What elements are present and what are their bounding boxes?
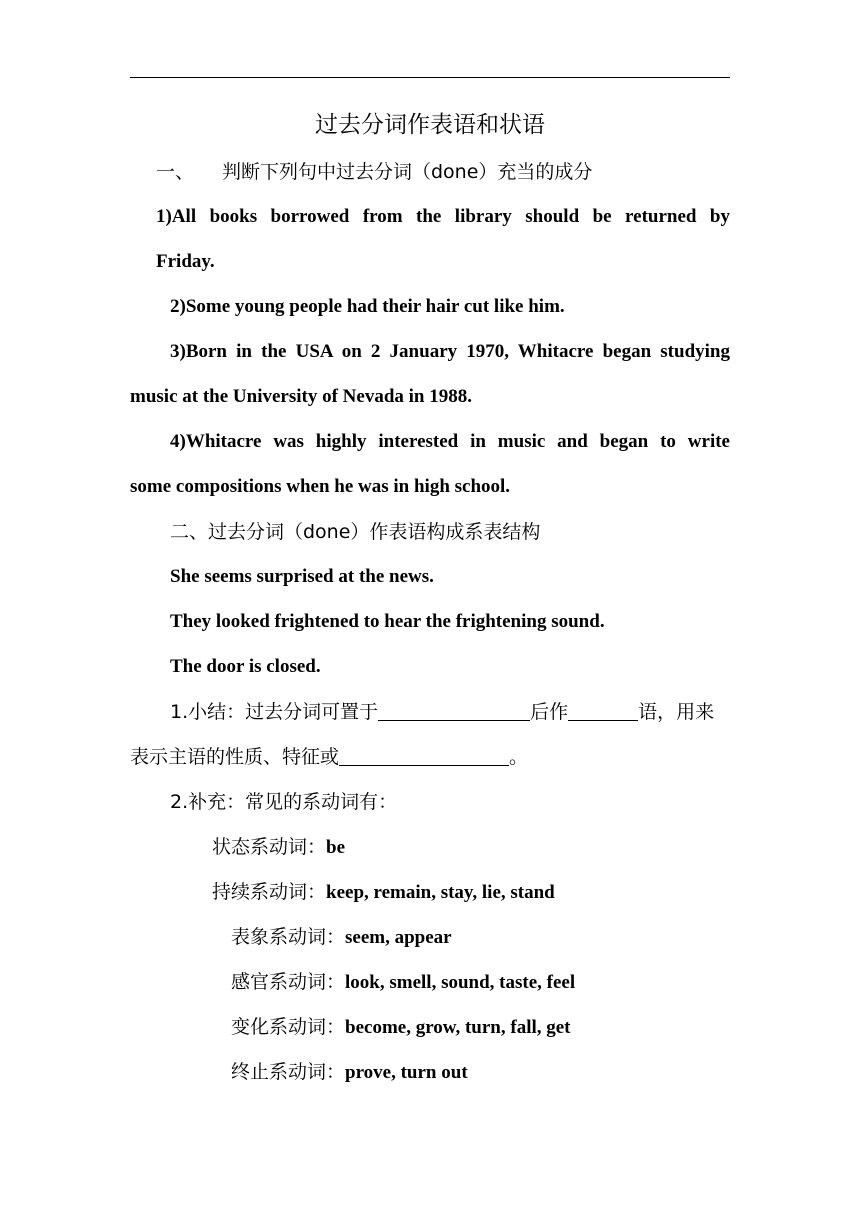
summary-part1: 过去分词可置于 [245,701,379,723]
blank-role[interactable] [568,702,638,721]
section1-heading: 判断下列句中过去分词（done）充当的成分 [222,161,593,183]
verb-appearance [231,925,452,950]
supplement-heading: 2.补充：常见的系动词有： [170,791,398,813]
summary-part2: 后作 [530,701,569,723]
page-title: 过去分词作表语和状语 [315,112,545,138]
verb-sense [231,970,575,995]
verb-appearance-label: 表象系动词： [231,926,346,948]
header-rule [130,77,730,78]
verb-change-value: become, grow, turn, fall, get [345,1017,571,1038]
verb-change [231,1015,571,1040]
item-2: 2)Some young people had their hair cut like him. [170,296,565,317]
verb-termination [231,1060,468,1085]
section2-heading: 二、过去分词（done）作表语构成系表结构 [170,521,541,543]
item-3-line1: 3)Born in the USA on 2 January 1970, Whitacre began studying [170,341,730,362]
item-3-line2: music at the University of Nevada in 1988. [130,386,472,407]
blank-feature[interactable] [339,747,509,766]
summary-line2 [130,745,528,770]
item-4-line1: 4)Whitacre was highly interested in music and began to write [170,431,730,452]
summary-part3: 语，用来 [638,701,715,723]
verb-termination-value: prove, turn out [345,1062,468,1083]
verb-sense-label: 感官系动词： [231,971,346,993]
verb-continuous-label: 持续系动词： [212,881,327,903]
verb-change-label: 变化系动词： [231,1016,346,1038]
verb-state [212,835,345,860]
example-2: They looked frightened to hear the frightening sound. [170,611,605,632]
blank-position[interactable] [378,702,530,721]
verb-termination-label: 终止系动词： [231,1061,346,1083]
example-1: She seems surprised at the news. [170,566,434,587]
verb-state-label: 状态系动词： [212,836,327,858]
example-3: The door is closed. [170,656,321,677]
section1-number: 一、 [156,161,195,183]
verb-continuous-value: keep, remain, stay, lie, stand [326,882,555,903]
summary-line1 [170,700,714,725]
item-1-line1: 1)All books borrowed from the library should be returned by [156,206,730,227]
verb-state-value: be [326,837,346,858]
verb-continuous [212,880,555,905]
summary-end: 。 [509,746,529,768]
verb-sense-value: look, smell, sound, taste, feel [345,972,576,993]
item-1-line2: Friday. [156,251,215,272]
summary-label: 1.小结： [170,701,246,723]
verb-appearance-value: seem, appear [345,927,452,948]
summary-line2-text: 表示主语的性质、特征或 [130,746,340,768]
item-4-line2: some compositions when he was in high school. [130,476,511,497]
